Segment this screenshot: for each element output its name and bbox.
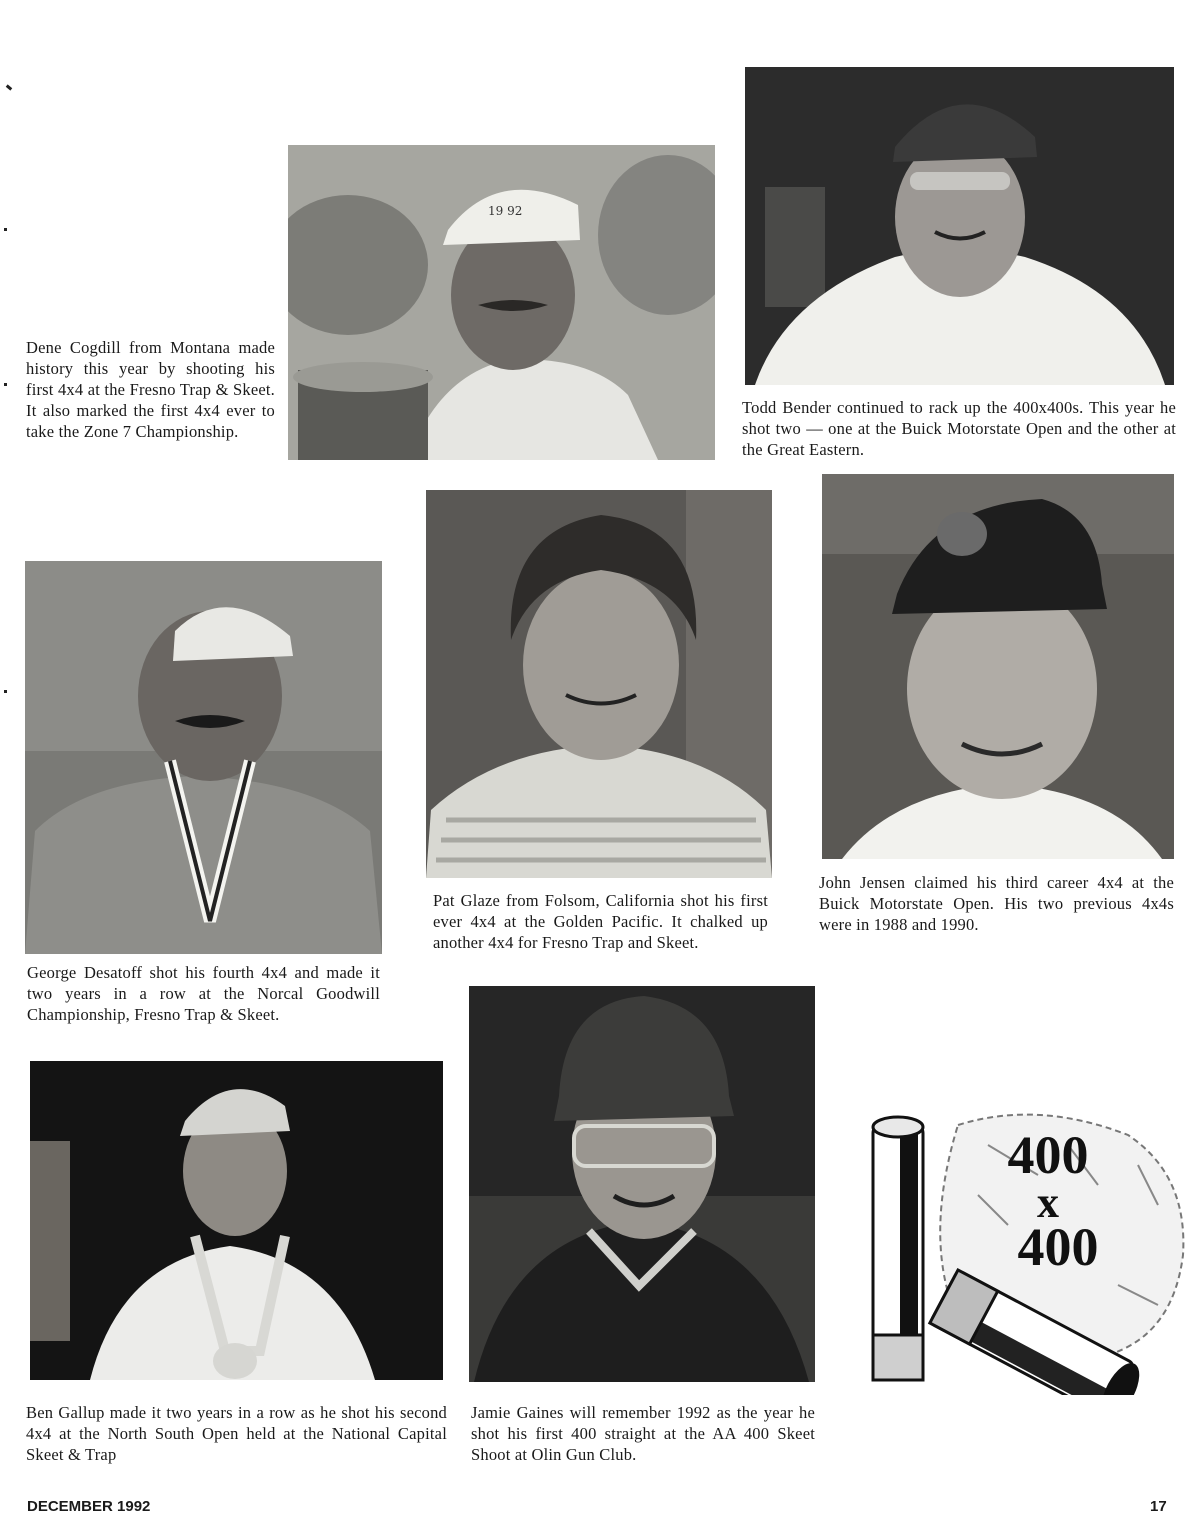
caption-ben-gallup: Ben Gallup made it two years in a row as he shot his second 4x4 at the North South Open held at the National Capital Skeet & Trap (26, 1403, 447, 1464)
footer-page-number: 17 (1150, 1498, 1167, 1515)
scan-mark (4, 383, 7, 386)
caption-dene-cogdill: Dene Cogdill from Montana made history this year by shooting his first 4x4 at the Fresno Trap & Skeet. It also marked the first 4x4 ever to take the Zone 7 Championship. (26, 338, 275, 441)
logo-text-middle: x (1037, 1178, 1059, 1227)
photo-george-desatoff (25, 561, 382, 954)
cap-text: 19 92 (488, 204, 523, 218)
photo-ben-gallup (30, 1061, 443, 1380)
footer-issue-date: DECEMBER 1992 (27, 1498, 151, 1515)
logo-text-top: 400 (1007, 1125, 1089, 1185)
photo-pat-glaze (426, 490, 772, 878)
photo-jamie-gaines (469, 986, 815, 1382)
logo-400x400 (838, 1105, 1193, 1395)
scan-mark (4, 228, 7, 231)
caption-todd-bender: Todd Bender continued to rack up the 400x400s. This year he shot two — one at the Buick Motorstate Open and the other at the Great Eastern. (742, 398, 1176, 459)
logo-text-bottom: 400 (1017, 1217, 1099, 1277)
scan-mark (4, 690, 7, 693)
caption-george-desatoff: George Desatoff shot his fourth 4x4 and made it two years in a row at the Norcal Goodwill Championship, Fresno Trap & Skeet. (27, 963, 380, 1024)
caption-john-jensen: John Jensen claimed his third career 4x4 at the Buick Motorstate Open. His two previous 4x4s were in 1988 and 1990. (819, 873, 1174, 934)
caption-pat-glaze: Pat Glaze from Folsom, California shot his first ever 4x4 at the Golden Pacific. It chalked up another 4x4 for Fresno Trap and Skeet. (433, 891, 768, 952)
photo-dene-cogdill (288, 145, 715, 460)
scan-mark (6, 84, 13, 90)
photo-todd-bender (745, 67, 1174, 385)
photo-john-jensen (822, 474, 1174, 859)
caption-jamie-gaines: Jamie Gaines will remember 1992 as the year he shot his first 400 straight at the AA 400 Skeet Shoot at Olin Gun Club. (471, 1403, 815, 1464)
